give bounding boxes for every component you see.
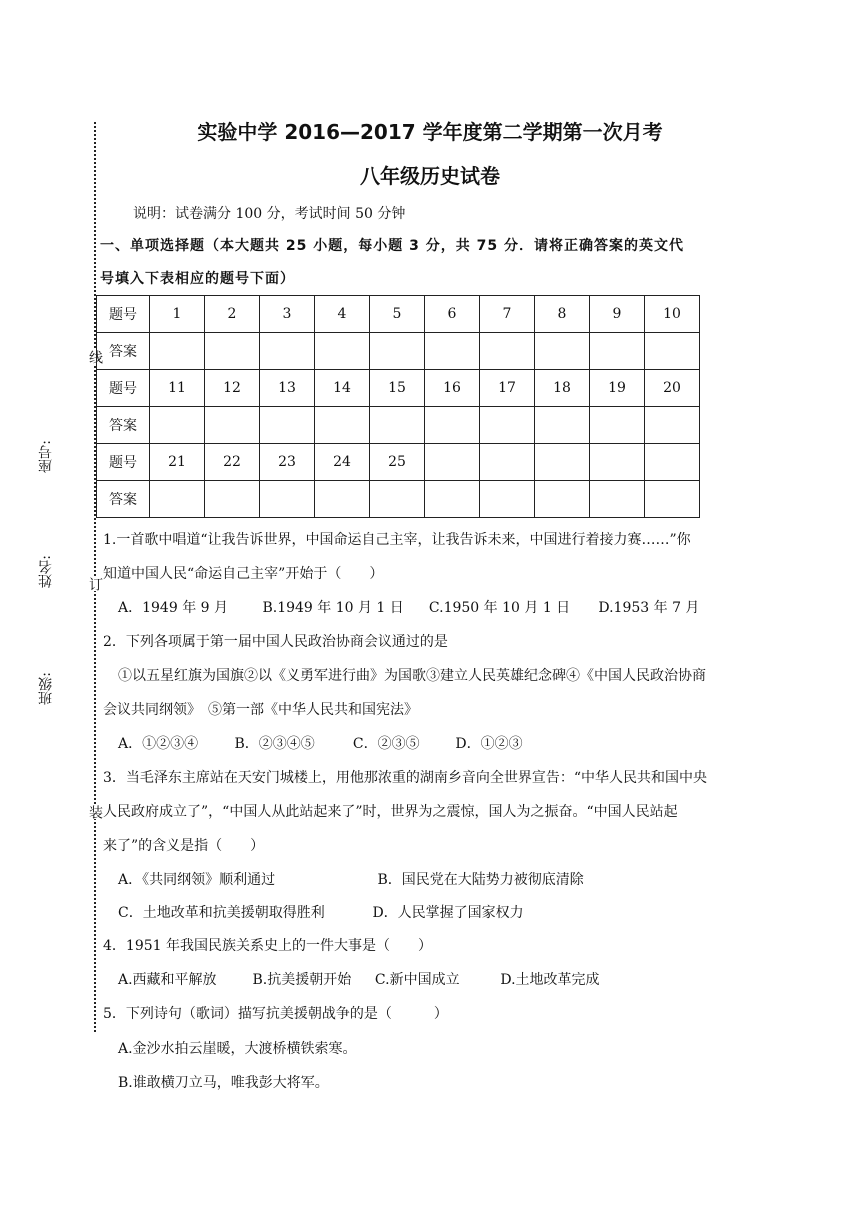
num-cell: 14 xyxy=(315,370,370,407)
num-cell: 10 xyxy=(645,296,700,333)
table-row-answers-1 xyxy=(97,333,700,370)
section1-heading-line2: 号填入下表相应的题号下面） xyxy=(100,271,295,287)
answer-cell xyxy=(315,333,370,370)
q4-option-a: A.西藏和平解放 xyxy=(118,972,217,988)
answer-cell xyxy=(260,407,315,444)
q4-stem-line1: 4．1951 年我国民族关系史上的一件大事是（ ） xyxy=(103,938,432,954)
answer-cell xyxy=(590,407,645,444)
q5-option-b: B.谁敢横刀立马，唯我彭大将军。 xyxy=(118,1075,329,1091)
q3-option-c: C．土地改革和抗美援朝取得胜利 xyxy=(118,905,325,921)
q2-options xyxy=(118,733,523,753)
answer-cell xyxy=(205,333,260,370)
q3-option-b: B．国民党在大陆势力被彻底清除 xyxy=(377,872,584,888)
num-cell: 4 xyxy=(315,296,370,333)
answer-cell xyxy=(370,407,425,444)
num-cell: 20 xyxy=(645,370,700,407)
class-label: 班级: xyxy=(38,672,54,705)
answer-cell xyxy=(370,481,425,518)
answer-cell xyxy=(590,333,645,370)
q3-option-d: D．人民掌握了国家权力 xyxy=(372,905,524,921)
answer-cell xyxy=(645,407,700,444)
binding-mark-xian: 线 xyxy=(87,350,103,364)
q2-stem-line1: 2．下列各项属于第一届中国人民政治协商会议通过的是 xyxy=(103,634,448,650)
table-row-answers-3 xyxy=(97,481,700,518)
q4-option-c: C.新中国成立 xyxy=(374,972,460,988)
q2-option-b: B．②③④⑤ xyxy=(234,736,315,752)
q1-stem-line1: 1.一首歌中唱道“让我告诉世界，中国命运自己主宰，让我告诉未来，中国进行着接力赛……”你 xyxy=(103,532,691,548)
answer-cell xyxy=(645,333,700,370)
q1-options xyxy=(118,597,699,617)
num-cell: 9 xyxy=(590,296,645,333)
num-cell: 11 xyxy=(150,370,205,407)
q1-option-b: B.1949 年 10 月 1 日 xyxy=(262,600,404,616)
num-cell xyxy=(480,444,535,481)
q1-option-d: D.1953 年 7 月 xyxy=(598,600,700,616)
answer-cell xyxy=(645,481,700,518)
answer-cell xyxy=(480,481,535,518)
table-row-numbers-1 xyxy=(97,296,700,333)
seat-number-label: 座号: xyxy=(38,440,54,473)
num-cell: 23 xyxy=(260,444,315,481)
answer-cell xyxy=(480,333,535,370)
answer-cell xyxy=(480,407,535,444)
answer-cell xyxy=(425,333,480,370)
num-cell: 19 xyxy=(590,370,645,407)
num-cell: 25 xyxy=(370,444,425,481)
num-cell: 12 xyxy=(205,370,260,407)
table-row-answers-2 xyxy=(97,407,700,444)
answer-cell xyxy=(150,481,205,518)
answer-cell xyxy=(260,481,315,518)
q1-option-a: A．1949 年 9 月 xyxy=(118,600,228,616)
name-label: 姓名: xyxy=(38,555,54,588)
num-cell xyxy=(645,444,700,481)
num-cell: 16 xyxy=(425,370,480,407)
num-cell: 18 xyxy=(535,370,590,407)
answer-cell xyxy=(315,407,370,444)
q4-options xyxy=(118,969,600,989)
num-cell: 2 xyxy=(205,296,260,333)
table-row-numbers-2 xyxy=(97,370,700,407)
answer-table xyxy=(96,295,700,518)
num-cell: 17 xyxy=(480,370,535,407)
q4-option-b: B.抗美援朝开始 xyxy=(252,972,352,988)
binding-mark-zhuang: 装 xyxy=(87,805,103,819)
num-cell: 6 xyxy=(425,296,480,333)
num-cell: 15 xyxy=(370,370,425,407)
num-cell xyxy=(425,444,480,481)
answer-cell xyxy=(425,407,480,444)
answer-cell xyxy=(260,333,315,370)
answer-cell xyxy=(590,481,645,518)
answer-cell xyxy=(370,333,425,370)
ans-label-cell: 答案 xyxy=(97,333,150,370)
answer-cell xyxy=(150,407,205,444)
q2-stem-line2: ①以五星红旗为国旗②以《义勇军进行曲》为国歌③建立人民英雄纪念碑④《中国人民政治协商 xyxy=(118,668,706,684)
binding-mark-ding: 订 xyxy=(87,577,103,591)
q3-option-a: A．《共同纲领》顺利通过 xyxy=(118,872,276,888)
num-cell: 13 xyxy=(260,370,315,407)
ans-label-cell: 答案 xyxy=(97,407,150,444)
answer-cell xyxy=(150,333,205,370)
q1-stem-line2: 知道中国人民“命运自己主宰”开始于（ ） xyxy=(103,566,384,582)
num-cell: 21 xyxy=(150,444,205,481)
q3-options-row2 xyxy=(118,902,524,922)
q2-option-c: C．②③⑤ xyxy=(352,736,420,752)
num-cell: 22 xyxy=(205,444,260,481)
q3-stem-line2: 人民政府成立了”，“中国人从此站起来了”时，世界为之震惊，国人为之振奋。“中国人民站起 xyxy=(103,804,678,820)
section1-heading-line1: 一、单项选择题（本大题共 25 小题，每小题 3 分，共 75 分．请将正确答案的英文代 xyxy=(100,238,684,254)
q3-options-row1 xyxy=(118,869,584,889)
ans-label-cell: 答案 xyxy=(97,481,150,518)
num-cell: 5 xyxy=(370,296,425,333)
num-label-cell: 题号 xyxy=(97,444,150,481)
num-cell xyxy=(590,444,645,481)
answer-cell xyxy=(535,333,590,370)
answer-cell xyxy=(315,481,370,518)
num-label-cell: 题号 xyxy=(97,370,150,407)
q5-stem-line1: 5．下列诗句（歌词）描写抗美援朝战争的是（ ） xyxy=(103,1006,448,1022)
q4-option-d: D.土地改革完成 xyxy=(500,972,600,988)
q2-stem-line3: 会议共同纲领》 ⑤第一部《中华人民共和国宪法》 xyxy=(103,702,418,718)
answer-cell xyxy=(535,481,590,518)
num-cell: 7 xyxy=(480,296,535,333)
q3-stem-line3: 来了”的含义是指（ ） xyxy=(103,838,265,854)
table-row-numbers-3 xyxy=(97,444,700,481)
exam-subtitle: 八年级历史试卷 xyxy=(360,164,500,188)
answer-cell xyxy=(535,407,590,444)
q1-option-c: C.1950 年 10 月 1 日 xyxy=(428,600,571,616)
answer-cell xyxy=(425,481,480,518)
num-cell xyxy=(535,444,590,481)
q5-option-a: A.金沙水拍云崖暖，大渡桥横铁索寒。 xyxy=(118,1041,357,1057)
num-label-cell: 题号 xyxy=(97,296,150,333)
q2-option-a: A．①②③④ xyxy=(118,736,199,752)
num-cell: 8 xyxy=(535,296,590,333)
q3-stem-line1: 3．当毛泽东主席站在天安门城楼上，用他那浓重的湖南乡音向全世界宣告：“中华人民共和国中央 xyxy=(103,770,708,786)
q2-option-d: D．①②③ xyxy=(455,736,523,752)
num-cell: 24 xyxy=(315,444,370,481)
exam-note: 说明：试卷满分 100 分，考试时间 50 分钟 xyxy=(133,206,406,222)
answer-cell xyxy=(205,407,260,444)
num-cell: 1 xyxy=(150,296,205,333)
num-cell: 3 xyxy=(260,296,315,333)
answer-cell xyxy=(205,481,260,518)
exam-title: 实验中学 2016—2017 学年度第二学期第一次月考 xyxy=(197,120,663,144)
